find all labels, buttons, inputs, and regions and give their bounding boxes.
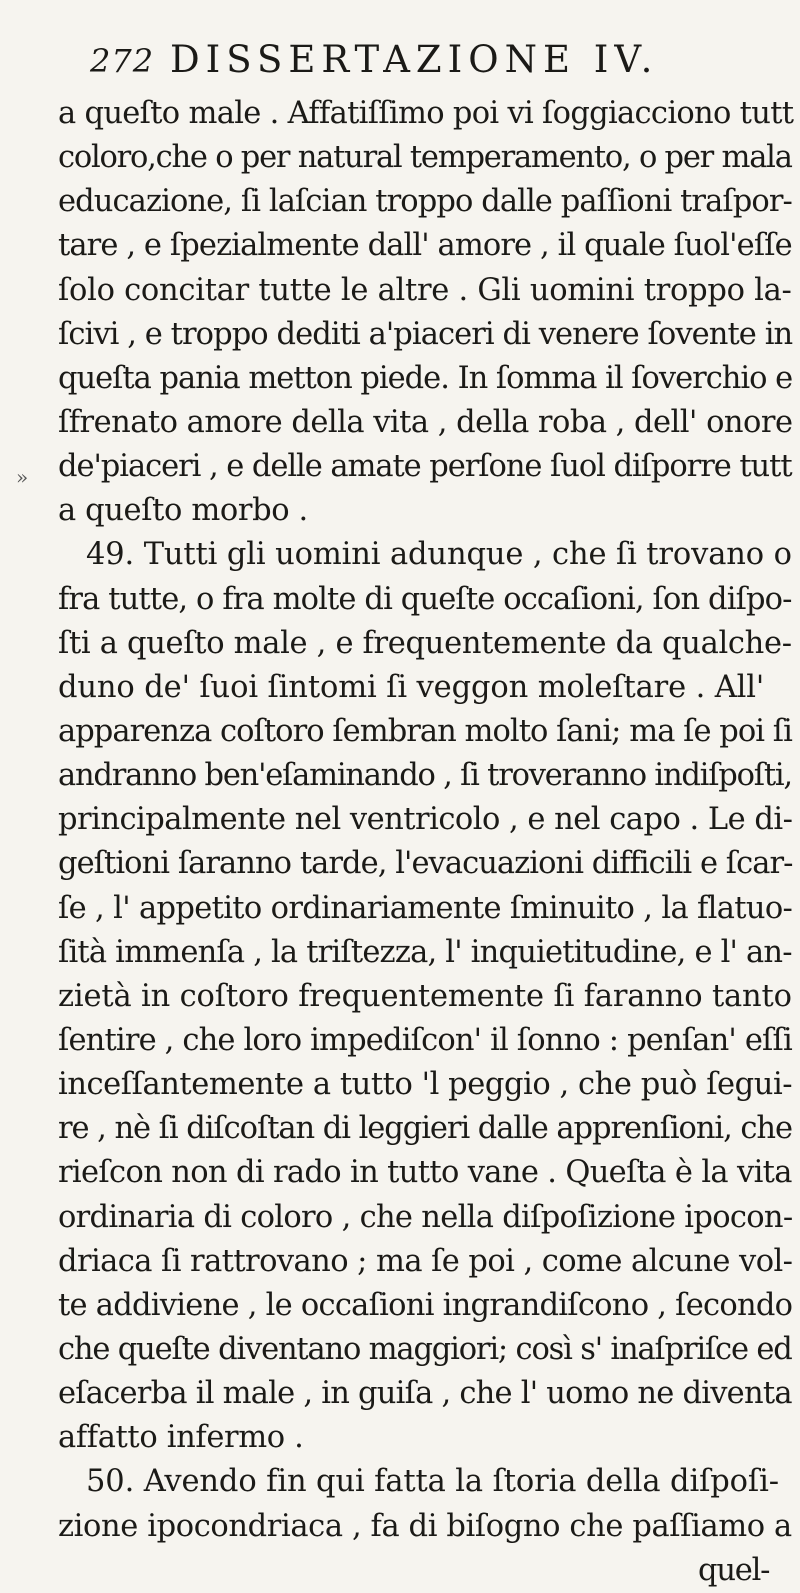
text-line: zietà in coſtoro frequentemente ſi faranno tanto: [58, 978, 792, 1014]
text-line: tare , e ſpezialmente dall' amore , il quale ſuol'eſſe: [58, 228, 792, 264]
catchword: quel-: [698, 1552, 770, 1588]
text-line: ſolo concitar tutte le altre . Gli uomini troppo la-: [58, 272, 792, 308]
text-line: zione ipocondriaca , fa di biſogno che paſſiamo a: [58, 1508, 792, 1544]
text-line: te addiviene , le occaſioni ingrandiſcono , ſecondo: [58, 1287, 793, 1323]
text-line: coloro,che o per natural temperamento, o per mala: [58, 140, 792, 176]
text-line: ſe , l' appetito ordinariamente ſminuito , la flatuo-: [58, 890, 793, 926]
paragraph-start-50: 50. Avendo fin qui fatta la ſtoria della diſpoſi-: [86, 1464, 779, 1500]
text-line: principalmente nel ventricolo , e nel capo . Le di-: [58, 802, 793, 838]
text-line: a queſto morbo .: [58, 493, 308, 529]
text-line: ſcivi , e troppo dediti a'piaceri di venere ſovente in: [58, 316, 793, 352]
page-number: 272: [90, 42, 155, 80]
text-line: inceſſantemente a tutto 'l peggio , che può ſegui-: [58, 1067, 793, 1103]
text-line: ſità immenſa , la triſtezza, l' inquietitudine, e l' an-: [58, 934, 792, 970]
text-line: a queſto male . Affatiſſimo poi vi ſoggiacciono tutt: [58, 96, 794, 131]
page-header: [0, 38, 800, 88]
body-text: [58, 92, 798, 1588]
paragraph-start-49: 49. Tutti gli uomini adunque , che ſi trovano o: [86, 537, 792, 573]
text-line: de'piaceri , e delle amate perſone ſuol diſporre tutt: [58, 449, 792, 485]
text-line: apparenza coſtoro ſembran molto ſani; ma ſe poi ſi: [58, 713, 792, 749]
text-line: geſtioni ſaranno tarde, l'evacuazioni difficili e ſcar-: [58, 846, 793, 882]
text-line: che queſte diventano maggiori; così s' inaſpriſce ed: [58, 1331, 792, 1367]
text-line: ſentire , che loro impediſcon' il ſonno : penſan' eſſi: [58, 1022, 792, 1058]
text-line: fra tutte, o fra molte di queſte occaſioni, ſon diſpo-: [58, 581, 792, 617]
text-line: rieſcon non di rado in tutto vane . Queſta è la vita: [58, 1155, 792, 1191]
text-line: affatto infermo .: [58, 1420, 304, 1456]
text-line: duno de' ſuoi ſintomi ſi veggon moleſtare . All': [58, 669, 765, 705]
text-line: ſfrenato amore della vita , della roba , dell' onore: [58, 404, 793, 440]
text-line: andranno ben'eſaminando , ſi troveranno indiſpoſti,: [58, 758, 792, 794]
text-line: ordinaria di coloro , che nella diſpoſizione ipocon-: [58, 1199, 793, 1235]
text-line: eſacerba il male , in guiſa , che l' uomo ne diventa: [58, 1376, 792, 1412]
text-line: queſta pania metton piede. In ſomma il ſoverchio e: [58, 360, 793, 396]
text-line: re , nè ſi diſcoſtan di leggieri dalle apprenſioni, che: [58, 1111, 793, 1147]
margin-mark: »: [16, 465, 29, 489]
text-line: ſti a queſto male , e frequentemente da qualche-: [58, 625, 792, 661]
text-line: educazione, ſi laſcian troppo dalle paſſioni traſpor-: [58, 184, 792, 220]
running-title: DISSERTAZIONE IV.: [170, 38, 659, 81]
text-line: driaca ſi rattrovano ; ma ſe poi , come alcune vol-: [58, 1243, 793, 1279]
